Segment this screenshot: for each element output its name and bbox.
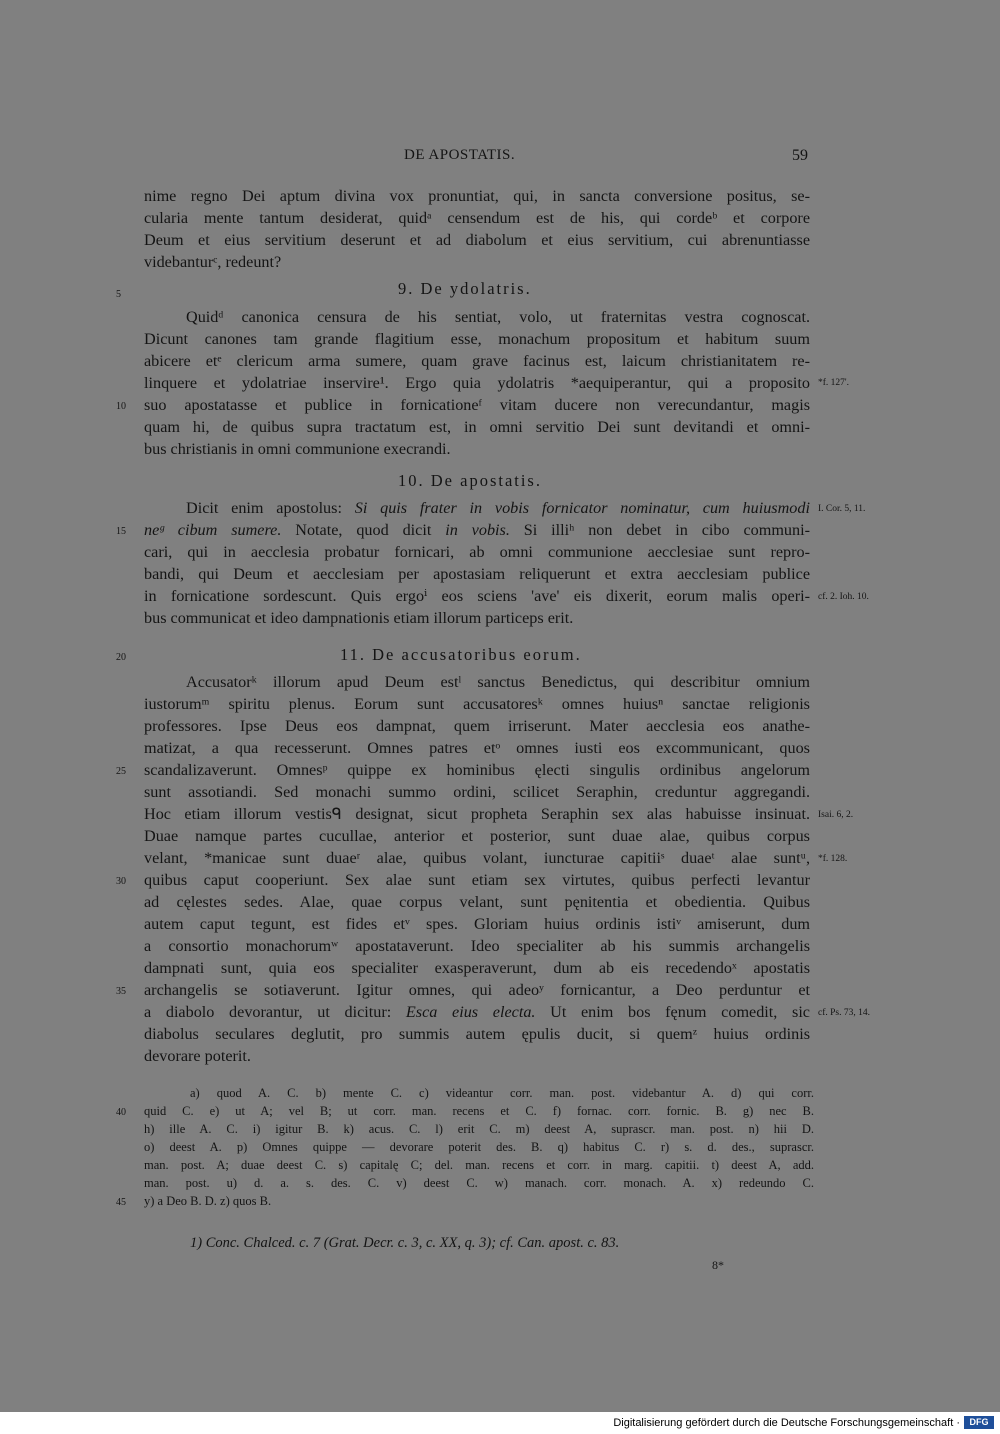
text-line: autem caput tegunt, est fides etᵛ spes. Gloriam huius ordinis istiᵛ amiserunt, dum	[144, 915, 810, 933]
section-heading-10: 10. De apostatis.	[398, 471, 542, 490]
line-number: 35	[116, 986, 126, 997]
line-number: 5	[116, 289, 121, 300]
text-line: iustorumᵐ spiritu plenus. Eorum sunt accusatoresᵏ omnes huiusⁿ sanctae religionis	[144, 695, 810, 713]
text-line: dampnati sunt, quia eos specialiter exasperaverunt, dum ab eis recedendoˣ apostatis	[144, 959, 810, 977]
running-head-title: DE APOSTATIS.	[404, 147, 516, 163]
apparatus-line: o) deest A. p) Omnes quippe — devorare poterit des. B. q) habitus C. r) s. d. des., suprascr.	[144, 1140, 814, 1154]
line-number: 10	[116, 401, 126, 412]
section-heading-11: 11. De accusatoribus eorum.	[340, 645, 582, 664]
text-line: diabolus seculares deglutit, pro summis autem ępulis ducit, si quemᶻ huius ordinis	[144, 1025, 810, 1043]
text-line: velant, *manicae sunt duaeʳ alae, quibus volant, iuncturae capitiiˢ duaeᵗ alae suntᵘ,	[144, 849, 810, 867]
page-number: 59	[792, 147, 808, 164]
text-line: Duae namque partes cucullae, anterior et posterior, sunt duae alae, quibus corpus	[144, 827, 810, 845]
apparatus-line: a) quod A. C. b) mente C. c) videantur corr. man. post. videbantur A. d) qui corr.	[190, 1086, 814, 1100]
text-line: scandalizaverunt. Omnesᵖ quippe ex hominibus ęlecti singulis ordinibus angelorum	[144, 761, 810, 779]
text-line: bus communicat et ideo dampnationis etiam illorum particeps erit.	[144, 609, 574, 627]
apparatus-line: man. post. u) d. a. s. des. C. v) deest C. w) manach. corr. monach. A. x) redeundo C.	[144, 1176, 814, 1190]
text-line: ad cęlestes sedes. Alae, quae corpus velant, sunt pęnitentia et obedientia. Quibus	[144, 893, 810, 911]
text-line: a diabolo devorantur, ut dicitur: Esca eius electa. Ut enim bos fęnum comedit, sic	[144, 1003, 810, 1021]
text-line: linquere et ydolatriae inservire¹. Ergo quia ydolatris *aequiperantur, qui a proposito	[144, 374, 810, 392]
text-line: in fornicatione sordescunt. Quis ergoⁱ eos sciens 'ave' eis dixerit, eorum malis operi-	[144, 587, 810, 605]
marginal-note: *f. 127'.	[818, 378, 850, 388]
text-line: archangelis se sotiaverunt. Igitur omnes, qui adeoʸ fornicantur, a Deo perduntur et	[144, 981, 810, 999]
text-line: neᵍ cibum sumere. Notate, quod dicit in vobis. Si illiʰ non debet in cibo communi-	[144, 521, 811, 539]
text-line: Dicunt canones tam grande flagitium esse, monachum propositum et habitum suum	[144, 330, 810, 348]
text-line: Dicit enim apostolus: Si quis frater in vobis fornicator nominatur, cum huiusmodi	[186, 499, 810, 517]
text-line: quam hi, de quibus supra tractatum est, in omni servitio Dei sunt devitandi et omni-	[144, 418, 810, 436]
line-number: 25	[116, 766, 126, 777]
apparatus-line: h) ille A. C. i) igitur B. k) acus. C. l) erit C. m) deest A, suprascr. man. post. n) hii D.	[144, 1122, 814, 1136]
line-number: 45	[116, 1197, 126, 1208]
footer-bar	[0, 1412, 1000, 1434]
apparatus-line: man. post. A; duae deest C. s) capitalę C; del. man. recens et corr. in marg. capitii. t) deest A, add.	[144, 1158, 814, 1172]
text-line: Hoc etiam illorum vestisᑫ designat, sicut propheta Seraphin sex alas habuisse insinuat.	[144, 805, 810, 823]
marginal-note: cf. 2. Ioh. 10.	[818, 592, 869, 602]
text-line: cari, qui in aecclesia probatur fornicari, ab omni communione aecclesiae sunt repro-	[144, 543, 810, 561]
marginal-note: I. Cor. 5, 11.	[818, 504, 866, 514]
text-line: Quidᵈ canonica censura de his sentiat, volo, ut fraternitas vestra cognoscat.	[186, 308, 810, 326]
text-line: professores. Ipse Deus eos dampnat, quem irriserunt. Mater aecclesia eos anathe-	[144, 717, 810, 735]
text-line: cularia mente tantum desiderat, quidᵃ censendum est de his, qui cordeᵇ et corpore	[144, 209, 810, 227]
text-line: a consortio monachorumʷ apostataverunt. Ideo specialiter ab his summis archangelis	[144, 937, 810, 955]
text-line: bandi, qui Deum et aecclesiam per apostasiam reliquerunt et extra aecclesiam publice	[144, 565, 810, 583]
line-number: 20	[116, 652, 126, 663]
dfg-logo-icon: DFG	[964, 1416, 994, 1429]
line-number: 40	[116, 1107, 126, 1118]
text-line: matizat, a qua recesserunt. Omnes patres etᵒ omnes iusti eos excommunicant, quos	[144, 739, 810, 757]
text-line: bus christianis in omni communione execrandi.	[144, 440, 451, 458]
line-number: 30	[116, 876, 126, 887]
reference-footnote: 1) Conc. Chalced. c. 7 (Grat. Decr. c. 3, c. XX, q. 3); cf. Can. apost. c. 83.	[190, 1235, 620, 1251]
text-line: nime regno Dei aptum divina vox pronuntiat, qui, in sancta conversione positus, se-	[144, 187, 810, 205]
signature-mark: 8*	[712, 1258, 724, 1272]
text-line: sunt assotiandi. Sed monachi summo ordini, scilicet Seraphin, creduntur aggregandi.	[144, 783, 810, 801]
text-line: videbanturᶜ, redeunt?	[144, 253, 282, 271]
apparatus-line: quid C. e) ut A; vel B; ut corr. man. recens et C. f) fornac. corr. fornic. B. g) nec B.	[144, 1104, 814, 1118]
text-line: abicere etᵉ clericum arma sumere, quam grave facinus est, laicum christianitatem re-	[144, 352, 810, 370]
line-number: 15	[116, 526, 126, 537]
marginal-note: Isai. 6, 2.	[818, 810, 854, 820]
text-line: quibus caput cooperiunt. Sex alae sunt etiam sex virtutes, quibus perfecti levantur	[144, 871, 810, 889]
text-line: devorare poterit.	[144, 1047, 251, 1065]
marginal-note: *f. 128.	[818, 854, 848, 864]
apparatus-line: y) a Deo B. D. z) quos B.	[144, 1194, 272, 1208]
marginal-note: cf. Ps. 73, 14.	[818, 1008, 870, 1018]
text-line: suo apostatasse et publice in fornicationeᶠ vitam ducere non verecundantur, magis	[144, 396, 810, 414]
text-line: Deum et eius servitium deserunt et ad diabolum et eius servitium, cui abrenuntiasse	[144, 231, 810, 249]
footer-text: Digitalisierung gefördert durch die Deutsche Forschungsgemeinschaft ·	[613, 1417, 960, 1429]
section-heading-9: 9. De ydolatris.	[398, 279, 532, 298]
text-line: Accusatorᵏ illorum apud Deum estˡ sanctus Benedictus, qui describitur omnium	[186, 673, 810, 691]
